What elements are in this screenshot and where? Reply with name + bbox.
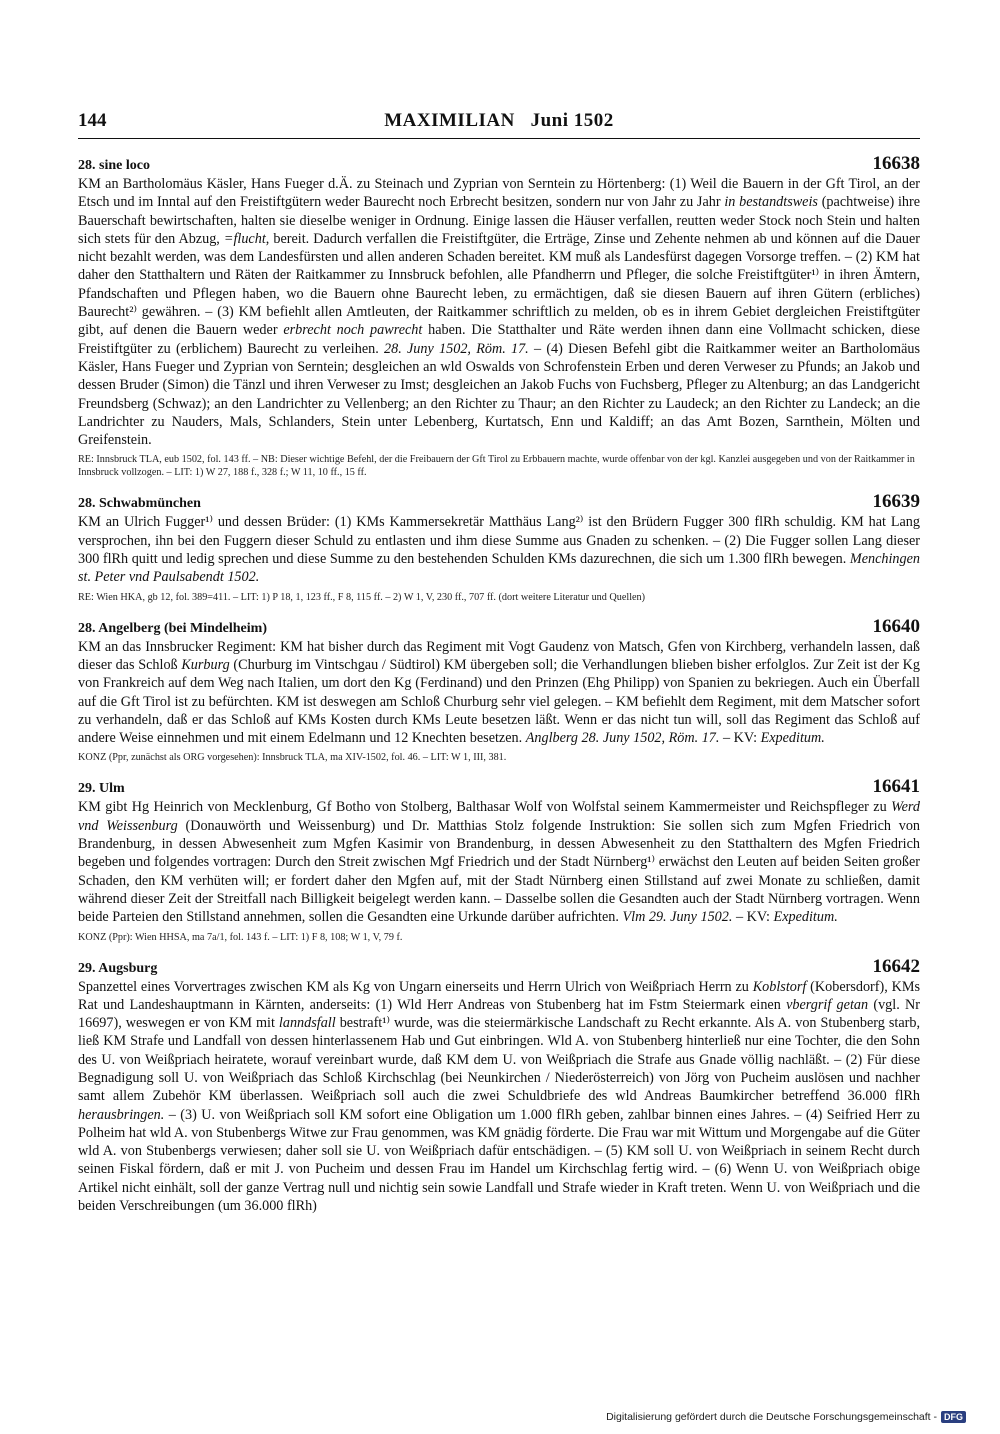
text-segment: – (4) Diesen Befehl gibt die Raitkammer weiter an Bartholomäus Käsler, Hans Fueger und Zyprian von Serntein; desgleichen an wld Oswalds von Schrofenstein Erben und deren Verweser zu Pfunds; an Jakob und dessen Bruder (Simon) die Tänzl und ihren Verweser zu Imst; desgleichen an Jakob Fuchs von Fuchsberg, Pfleger zu Altenburg; an das Landgericht Freundsberg (Schwaz); an den Landrichter zu Vellenberg; an den Richter zu Thaur; an den Richter zu Laudeck; an den Richter zu Landeck; an die Landrichter zu Nauders, Mals, Schlanders, Stein unter Lebenberg, Kurtatsch, Enn und Kaldiff; an das Amt Bozen, Sarnthein, Mölten und Greifenstein. xyxy=(78,340,920,449)
entry-source-note: KONZ (Ppr): Wien HHSA, ma 7a/1, fol. 143 f. – LIT: 1) F 8, 108; W 1, V, 79 f. xyxy=(78,931,403,943)
entry-place-date: 29. Ulm xyxy=(78,781,125,797)
text-segment: haben. Die Statthalter und Räte werden ihnen dann eine Vollmacht schicken, diese Freistiftgüter zu (erblichem) Baurecht zu verleihen. xyxy=(78,322,920,357)
italic-quote: in bestandtsweis xyxy=(724,194,818,211)
text-segment: KM an das Innsbrucker Regiment: KM hat bisher durch das Regiment mit Vogt Gaudenz von Matsch, Gfen von Kirchberg, verhandeln lassen, daß dieser das Schloß xyxy=(78,638,920,673)
text-segment: (Donauwörth und Weissenburg) und Dr. Matthias Stolz folgende Instruktion: Sie sollen sich zum Mgfen Friedrich von Brandenburg, in dessen Abwesenheit zum Mgfen Kasimir von Brandenburg, in dessen Abwesenheit zu den Statthaltern des Mgfen Friedrich begeben und folgendes vortragen: Durch den Streit zwischen Mgf Friedrich und der Stadt Nürnberg¹⁾ erwächst den Leuten auf beiden Seiten großer Schaden, den KM verhüten will; er fordert daher den Mgfen auf, mit der Stadt Nürnberg einen Stillstand auf zwei Monate zu schließen, damit während dieser Zeit der Streitfall nach Billigkeit beigelegt werden kann. – Dasselbe sollen die Gesandten auch der Stadt Nürnberg vortragen. Wenn beide Parteien den Stillstand annehmen, sollen die Gesandten eine Urkunde darüber aufrichten. xyxy=(78,817,921,926)
italic-quote: Kurburg xyxy=(181,656,230,673)
entry-body xyxy=(78,638,920,748)
text-segment: (pachtweise) ihre Bauerschaft bewirtschaften, halten sie dieselbe weniger in Ordnung. Einige lassen die Häuser verfallen, reutten weder Stock noch Stein und halten sich stets für den Abzug, xyxy=(78,194,920,247)
italic-quote: erbrecht noch pawrecht xyxy=(283,322,423,339)
entry xyxy=(78,615,920,765)
text-segment: KM an Bartholomäus Käsler, Hans Fueger d.Ä. zu Steinach und Zyprian von Serntein zu Hörtenberg: (1) Weil die Bauern in der Gft Tirol, an der Etsch und im Inntal auf den Freistiftgütern weder Baurecht noch Erbrecht besitzen, sondern nur von Jahr zu Jahr xyxy=(78,176,920,211)
entry xyxy=(78,493,920,603)
text-segment: , bereit. Dadurch verfallen die Freistiftgüter, die Erträge, Zinse und Zehente nehmen ab und können auf die Dauer nicht bezahlt werden, was dem Landesfürsten und allen anderen Schaden bereitet. KM muß als Landesfürst dagegen Vorsorge treffen. – (2) KM hat daher den Statthaltern und Räten der Raitkammer zu Innsbruck befohlen, alle Pfandherrn und Pfleger, die solche Freistiftgüter¹⁾ in ihren Ämtern, Pfandschaften und Pflegen haben, wo die Bauern ohne Baurecht leben, zu ermächtigen, daß sie diesen Bauern auf ihren Gütern (erbliches) Baurecht²⁾ gewähren. – (3) KM befiehlt allen Amtleuten, der Raitkammer schriftlich zu melden, ob es in ihrem Gebiet dergleichen Freistiftgüter gibt, auf denen die Bauern weder xyxy=(78,230,920,339)
entry-number: 16638 xyxy=(872,153,920,174)
entry xyxy=(78,155,920,479)
document-page xyxy=(78,108,920,1328)
entry-header xyxy=(78,155,920,174)
italic-quote: =flucht xyxy=(223,230,266,247)
entry-header xyxy=(78,778,920,797)
italic-quote: Anglberg 28. Juny 1502, Röm. 17. xyxy=(525,730,720,747)
italic-quote: Menchingen st. Peter vnd Paulsabendt 1502. xyxy=(78,551,920,586)
entry-header xyxy=(78,955,920,977)
entry-source-note: RE: Innsbruck TLA, eub 1502, fol. 143 ff. – NB: Dieser wichtige Befehl, der die Freibauern der Gft Tirol zu Erbbauern machte, wurde offenbar von der kgl. Kanzlei ausgegeben und von der Raitkammer in Innsbruck vollzogen. – LIT: 1) W 27, 188 f., 328 f.; W 11, 10 ff., 15 ff. xyxy=(78,454,915,479)
entry-body xyxy=(78,978,920,1216)
entry-source-note: KONZ (Ppr, zunächst als ORG vorgesehen): Innsbruck TLA, ma XIV-1502, fol. 46. – LIT: W 1, III, 381. xyxy=(78,752,507,764)
text-segment: bestraft¹⁾ wurde, was die steiermärkische Landschaft zu Recht erkannte. Als A. von Stubenberg starb, ließ KM Strafe und Landfall von dessen hinterlassenem Hab und Gut einbringen. Wld A. von Stubenberg hinterließ nur eine Tochter, die den Sohn des U. von Weißpriach heiratete, worauf vereinbart wurde, daß KM dem U. von Weißpriach die Strafe aus Gnade völlig nachläßt. – (2) Für diese Begnadigung soll U. von Weißpriach das Schloß Kirchschlag (bei Neunkirchen / Niederösterreich) von Jörg von Pucheim auslösen und nachher samt allem Zubehör KM überlassen. Weißpriach soll auch die zwei Schuldbriefe des wld Andreas Baumkircher betreffend 36.000 flRh xyxy=(78,1015,920,1105)
entry-number: 16639 xyxy=(872,491,920,513)
entry-place-date: 28. sine loco xyxy=(78,158,150,173)
text-segment: KM an Ulrich Fugger¹⁾ und dessen Brüder: (1) KMs Kammersekretär Matthäus Lang²⁾ ist den Brüdern Fugger 300 flRh schuldig. KM hat Lang versprochen, ihn bei den Fuggern dieser Schuld zu entlasten und ihm diese Summe aus Gnaden zu schenken. – (2) Die Fugger sollen Lang dieser 300 flRh quitt und ledig sprechen und diese Summe zu den bestehenden Schulden KMs dazurechnen, die sich um 1.300 flRh bewegen. xyxy=(78,514,920,568)
entry xyxy=(78,778,920,943)
entries-list xyxy=(78,155,920,1215)
entry-source-note: RE: Wien HKA, gb 12, fol. 389=411. – LIT: 1) P 18, 1, 123 ff., F 8, 115 ff. – 2) W 1, V, 230 ff., 707 ff. (dort weitere Literatur und Quellen) xyxy=(78,591,646,603)
entry-header xyxy=(78,493,920,512)
italic-quote: vbergrif getan xyxy=(786,996,869,1013)
footer xyxy=(606,1411,966,1423)
entry-body xyxy=(78,513,920,586)
entry-place-date: 28. Angelberg (bei Mindelheim) xyxy=(78,620,267,636)
text-segment: (Kobersdorf), KMs Rat und Landeshauptmann in Kärnten, anderseits: (1) Wld Herr Andreas von Stubenberg hat im Fstm Steiermark einen xyxy=(78,978,920,1013)
entry-number: 16641 xyxy=(872,776,920,798)
italic-quote: lanndsfall xyxy=(278,1015,336,1032)
italic-quote: Expeditum. xyxy=(773,909,838,926)
text-segment: – KV: xyxy=(719,730,761,747)
text-segment: (Churburg im Vintschgau / Südtirol) KM übergeben soll; die Verhandlungen blieben bisher erfolglos. Zur Zeit ist der Kg von Frankreich auf dem Weg nach Italien, um dort den Kg (Ferdinand) und den Prinzen (Ehg Philipp) von Spanien zu bekriegen. Auch ein Überfall auf die Gft Tirol ist zu befürchten. KM ist deswegen am Schloß Churburg sehr viel gelegen. – KM befiehlt dem Regiment, mit dem Matscher sofort zu verhandeln, daß er das Schloß auf KMs Kosten durch KMs Leute besetzen läßt. Wenn er das nicht tun will, soll das Regiment das Schloß auf andere Weise einnehmen und mit einem Edelmann und 12 Knechten besetzen. xyxy=(78,656,920,747)
running-title: MAXIMILIAN Juni 1502 xyxy=(384,110,614,131)
entry-number: 16640 xyxy=(872,615,920,637)
text-segment: KM gibt Hg Heinrich von Mecklenburg, Gf Botho von Stolberg, Balthasar Wolf von Wolfstal seinem Kammermeister und Reichspfleger zu xyxy=(78,799,892,816)
text-segment: Spanzettel eines Vorvertrages zwischen KM als Kg von Ungarn einerseits und Herrn Ulrich von Weißpriach Herrn zu xyxy=(78,978,753,995)
italic-quote: Koblstorf xyxy=(752,978,807,995)
entry xyxy=(78,955,920,1216)
entry-place-date: 28. Schwabmünchen xyxy=(78,496,201,512)
entry-number: 16642 xyxy=(872,955,920,977)
entry-body xyxy=(78,175,920,449)
text-segment: – KV: xyxy=(732,909,774,926)
italic-quote: herausbringen. xyxy=(78,1106,165,1123)
page-number: 144 xyxy=(78,110,107,131)
entry-header xyxy=(78,615,920,637)
text-segment: – (3) U. von Weißpriach soll KM sofort eine Obligation um 1.000 flRh geben, zahlbar binnen eines Jahres. – (4) Seifried Herr zu Polheim hat wld A. von Stubenbergs Witwe zur Frau genommen, was KM gnädig förderte. Die Frau war mit Wittum und Morgengabe auf die Güter wld A. von Stubenbergs verwiesen; daher soll sie U. von Weißpriach dafür entschädigen. – (5) KM soll U. von Weißpriach in seinem Recht durch seinen Fiskal fördern, daß er mit J. von Pucheim und dessen Frau im Handel um Kirchschlag fertig wird. – (6) Wenn U. von Weißpriach obige Artikel nicht einhält, soll der ganze Vertrag null und nichtig sein sowie Landfall und Strafe wieder in Kraft treten. Wenn U. von Weißpriach und die beiden Verschreibungen (um 36.000 flRh) xyxy=(78,1106,920,1215)
entry-body xyxy=(78,798,920,926)
footer-text: Digitalisierung gefördert durch die Deutsche Forschungsgemeinschaft - xyxy=(606,1411,937,1423)
running-header xyxy=(78,108,920,139)
italic-quote: 28. Juny 1502, Röm. 17. xyxy=(384,340,529,357)
entry-place-date: 29. Augsburg xyxy=(78,960,158,976)
italic-quote: Vlm 29. Juny 1502. xyxy=(622,909,733,926)
italic-quote: Werd vnd Weissenburg xyxy=(78,799,920,834)
italic-quote: Expeditum. xyxy=(760,730,825,747)
text-segment: (vgl. Nr 16697), weswegen er von KM mit xyxy=(78,996,920,1032)
dfg-logo: DFG xyxy=(941,1411,966,1423)
